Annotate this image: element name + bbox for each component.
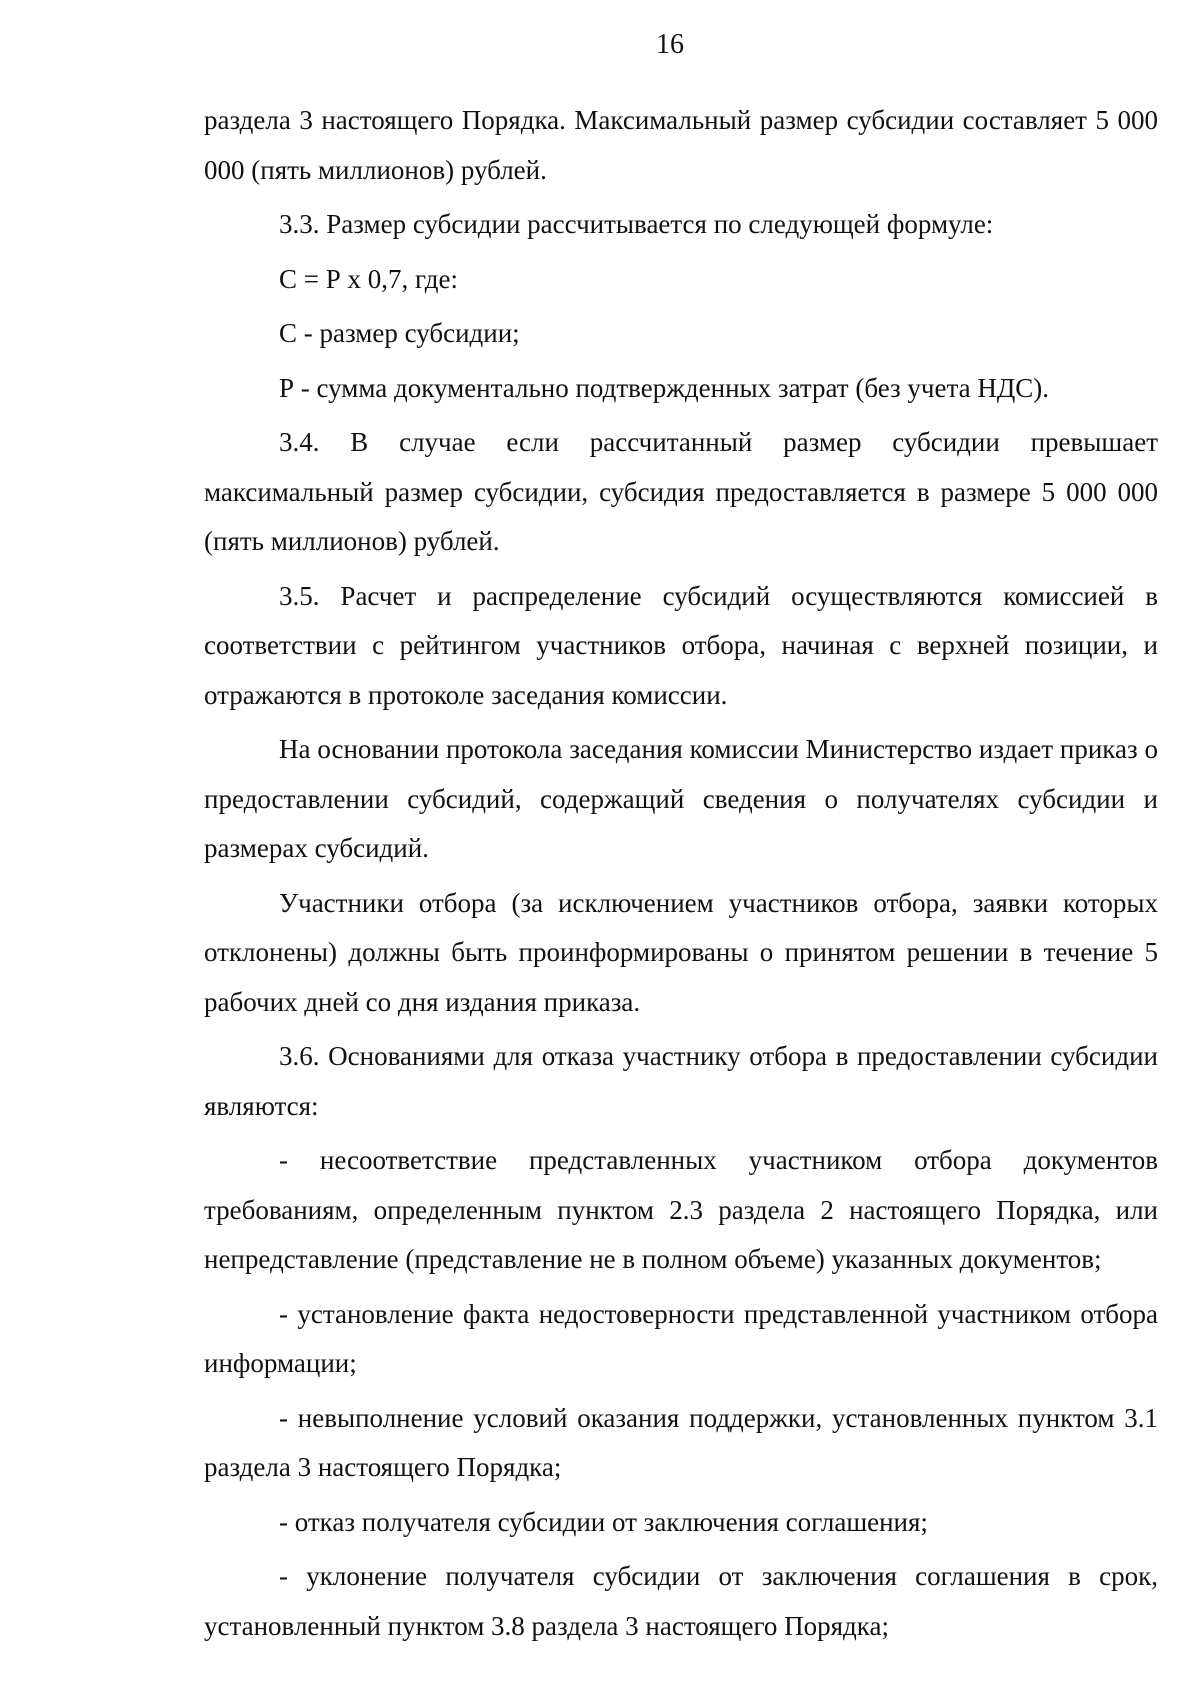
- list-item-refusal-2: - установление факта недостоверности представленной участником отбора информации;: [204, 1298, 1158, 1378]
- list-item-refusal-4: - отказ получателя субсидии от заключения соглашения;: [279, 1506, 928, 1537]
- paragraph-continuation: раздела 3 настоящего Порядка. Максимальный размер субсидии составляет 5 000 000 (пять миллионов) рублей.: [204, 105, 1158, 185]
- formula-line: С = Р х 0,7, где:: [279, 263, 458, 294]
- list-item-refusal-5: - уклонение получателя субсидии от заключения соглашения в срок, установленный пунктом 3.8 раздела 3 настоящего Порядка;: [204, 1561, 1158, 1641]
- paragraph-3-5: 3.5. Расчет и распределение субсидий осуществляются комиссией в соответствии с рейтингом участников отбора, начиная с верхней позиции, и отражаются в протоколе заседания комиссии.: [204, 580, 1158, 710]
- list-item-refusal-1: - несоответствие представленных участником отбора документов требованиям, определенным пунктом 2.3 раздела 2 настоящего Порядка, или непредставление (представление не в полном объеме) указанных документов;: [204, 1145, 1158, 1274]
- paragraph-ministry-order: На основании протокола заседания комиссии Министерство издает приказ о предоставлении субсидий, содержащий сведения о получателях субсидии и размерах субсидий.: [204, 734, 1158, 863]
- paragraph-3-3: 3.3. Размер субсидии рассчитывается по следующей формуле:: [279, 209, 994, 239]
- paragraph-participants-notice: Участники отбора (за исключением участников отбора, заявки которых отклонены) должны быть проинформированы о принятом решении в течение 5 рабочих дней со дня издания приказа.: [204, 887, 1158, 1017]
- formula-definition-p: Р - сумма документально подтвержденных затрат (без учета НДС).: [279, 372, 1050, 403]
- paragraph-3-6: 3.6. Основаниями для отказа участнику отбора в предоставлении субсидии являются:: [204, 1041, 1158, 1121]
- formula-definition-c: С - размер субсидии;: [279, 318, 520, 348]
- page-number: 16: [656, 29, 684, 60]
- document-body: [204, 96, 1158, 1656]
- paragraph-3-4: 3.4. В случае если рассчитанный размер субсидии превышает максимальный размер субсидии, субсидия предоставляется в размере 5 000 000 (пять миллионов) рублей.: [204, 427, 1158, 556]
- list-item-refusal-3: - невыполнение условий оказания поддержки, установленных пунктом 3.1 раздела 3 настоящего Порядка;: [204, 1402, 1158, 1482]
